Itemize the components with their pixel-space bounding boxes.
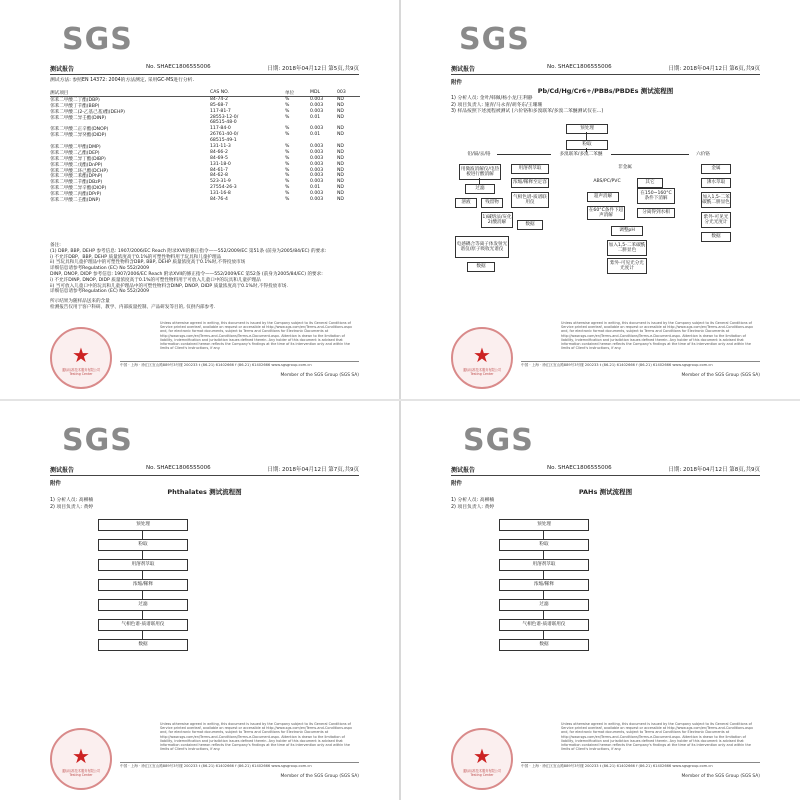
test-method: 测试方法: 参照EN 14372: 2004的方法测定, 采用GC-MS进行分析.	[50, 78, 194, 83]
flow-step: 粉取	[98, 539, 188, 551]
flow-arrow	[543, 571, 544, 579]
table-cell: 邻苯二甲酸二异辛酯(DIOP)	[50, 186, 107, 192]
flow-boil: 沸水萃取	[701, 178, 731, 188]
flow-arrow	[142, 591, 143, 599]
notes-title: 备注:	[50, 243, 61, 248]
table-cell: 84-62-8	[210, 173, 228, 179]
flow-arrow	[142, 571, 143, 579]
table-cell: 523-31-9	[210, 179, 231, 185]
flow-step: 浓缩/稀释	[499, 579, 589, 591]
table-cell: ND	[337, 161, 344, 167]
flow-acid-digest: 用微波消解仪/电热板进行酸消解	[459, 164, 501, 180]
table-cell: 0.003	[310, 96, 324, 102]
table-cell: ND	[337, 185, 344, 191]
flow-data: 数据	[517, 220, 543, 230]
table-cell: ND	[337, 179, 344, 185]
flow-abs: ABS/PC/PVC	[587, 178, 627, 186]
table-cell: 84-76-4	[210, 197, 228, 203]
flow-arrow	[142, 551, 143, 559]
report-page-8	[401, 401, 800, 800]
table-header	[50, 90, 360, 97]
table-cell: 0.003	[310, 191, 324, 197]
report-title: 测试报告	[50, 66, 75, 73]
table-cell: 84-66-2	[210, 149, 228, 155]
flow-arrow	[543, 531, 544, 539]
table-cell: 0.01	[310, 114, 321, 120]
sgs-logo: SGS	[62, 22, 133, 57]
page-header: 测试报告 No. SHAEC1806555006 日期: 2018年04月12日 第7页,共9页	[50, 465, 359, 474]
table-cell: 邻苯二甲酸二丁酯(DBP)	[50, 97, 100, 103]
table-cell: ND	[337, 149, 344, 155]
flow-step: 数据	[499, 639, 589, 651]
member-text: Member of the SGS Group (SGS SA)	[280, 373, 359, 378]
note-line: 详细信息请参考Regulation (EC) No 552/2009	[50, 289, 150, 295]
table-cell: CAS NO.	[210, 90, 230, 95]
table-cell: 0.003	[310, 167, 324, 173]
flow-step: 数据	[98, 639, 188, 651]
flowchart-title: PAHs 测试流程图	[578, 488, 633, 496]
table-cell: 84-69-5	[210, 155, 228, 161]
member-text: Member of the SGS Group (SGS SA)	[681, 373, 760, 378]
table-cell: %	[285, 114, 290, 120]
notes-section	[50, 243, 360, 311]
flow-gcms: 气相色谱-质谱联用仪	[511, 192, 549, 208]
table-cell: 68515-49-1	[210, 138, 237, 144]
table-row	[50, 197, 360, 203]
table-cell: 28553-12-0/	[210, 114, 239, 120]
flowchart-title: Pb/Cd/Hg/Cr6+/PBBs/PBDEs 测试流程图	[537, 87, 674, 95]
table-cell: ND	[337, 197, 344, 203]
table-cell: 131-16-8	[210, 191, 231, 197]
page-header	[451, 64, 760, 74]
table-cell: 邻苯二甲酸二乙酯(DEP)	[50, 150, 100, 156]
branch-pbb: 多溴联苯/多溴二苯醚	[551, 152, 611, 158]
table-cell: 邻苯二甲酸二苯酯(DPhP)	[50, 174, 103, 180]
sgs-logo: SGS	[62, 423, 133, 458]
table-cell: 邻苯二甲酸二丙酯(DPrP)	[50, 192, 102, 198]
table-cell: %	[285, 161, 290, 167]
analyst-info: 1) 分析人员: 金叶/韩佩/杨小龙/王利静 2) 项目负责人: 施青/马永青/胡冬东/王珊珊 3) 样品按照下述流程被测试 (六价铬和多溴联苯/多溴二苯醚测试仅在...)	[451, 96, 604, 114]
table-cell: 0.003	[310, 161, 324, 167]
table-cell: 26761-40-0/	[210, 132, 239, 138]
table-cell: ND	[337, 108, 344, 114]
table-cell: 84-61-7	[210, 167, 228, 173]
report-number: No. SHAEC1806555006	[146, 64, 211, 70]
flow-step: 气相色谱-质谱联用仪	[98, 619, 188, 631]
table-cell: 邻苯二甲酸二异壬酯(DINP)	[50, 115, 107, 121]
footer-address: 中国 · 上海 · 徐汇区宜山路889号3号楼 200233 t (86-21) 61402666 f (86-21) 61402666 www.sgsgroup.com.cn	[120, 363, 312, 367]
table-cell: 68515-48-0	[210, 120, 237, 126]
table-cell: 0.003	[310, 155, 324, 161]
table-cell: %	[285, 179, 290, 185]
table-cell: %	[285, 185, 290, 191]
attachment-label: 附件	[451, 80, 463, 86]
table-cell: 117-81-7	[210, 108, 231, 114]
table-cell: 邻苯二甲酸丁苄酯(BBP)	[50, 103, 100, 109]
flow-step: 预处理	[98, 519, 188, 531]
flow-add-reagent: 加入1,5-二苯碳酰二肼显色	[701, 192, 731, 208]
table-cell: %	[285, 173, 290, 179]
flow-icp: 电感耦合等离子体发射光谱仪/原子吸收光谱仪	[455, 236, 509, 258]
flow-step: 用溶剂萃取	[499, 559, 589, 571]
fine-print: Unless otherwise agreed in writing, this document is issued by the Company subject to its General Conditions of Service printed overleaf, available on request or accessible at http://www.sgs.com/en/Terms-and-Conditions.aspx and, for electronic format documents, subject to Terms and Conditions for Electronic Documents at http://www.sgs.com/en/Terms-and-Conditions/Terms-e-Document.aspx. Attention is drawn to the limitation of liability, indemnification and jurisdiction issues defined therein. Any holder of this document is advised that information contained hereon reflects the Company's findings at the time of its intervention only and within the limits of Client's instructions, if any.	[160, 321, 353, 351]
flow-adjust-ph: 调整pH	[611, 226, 643, 236]
table-cell: 0.003	[310, 173, 324, 179]
table-cell: 邻苯二甲酸二甲酯(DMP)	[50, 145, 101, 151]
note-line: 检测报告仅用于客户科研、教学、内部质量控制、产品研发等目的, 仅供内部参考.	[50, 304, 216, 310]
analyst-info: 1) 分析人员: 高柳楠 2) 项目负责人: 黄婷	[50, 498, 94, 510]
flowchart-title: Phthalates 测试流程图	[167, 488, 242, 496]
flow-uvvis-nonmetal: 紫外-可见光分光光度计	[607, 258, 647, 274]
table-cell: ND	[337, 102, 344, 108]
table-cell: %	[285, 197, 290, 203]
table-cell: 0.003	[310, 197, 324, 203]
flow-metal: 金属	[701, 164, 731, 174]
company-seal-icon: ★ 通标标准技术服务有限公司 Testing Center	[50, 728, 112, 790]
note-line: (1) DBP, BBP, DEHP 参考信息: 1907/2006/EC Reach 附录XVII的修正指令——552/2009/EC 第51条 (前身为2005/84/EC) 的要求:	[50, 248, 327, 254]
table-cell: 邻苯二甲酸二异丁酯(DIBP)	[50, 156, 106, 162]
flow-residue: 残留物	[481, 198, 503, 208]
table-cell: ND	[337, 96, 344, 102]
flow-filter: 过滤	[465, 184, 495, 194]
note-line: ii) 当玩具和儿童护理品中的可塑性物料含DBP, BBP, DEHP 质量浓度高于0.1%时,不得投放市场	[50, 260, 246, 266]
flow-step-cut: 粉取	[566, 140, 608, 150]
table-cell: MDL	[310, 90, 321, 95]
flow-alkali-fusion: 1)碱熔法/灰化2)酸消解	[481, 212, 513, 228]
table-cell: %	[285, 167, 290, 173]
table-cell: %	[285, 108, 290, 114]
report-page-7	[0, 401, 399, 800]
report-number: No. SHAEC1806555006	[547, 64, 612, 70]
flow-solvent-extract: 用溶剂萃取	[511, 164, 549, 174]
sgs-logo: SGS	[463, 423, 534, 458]
note-line: i) 不允许DBP、BBP, DEHP 质量浓度高于0.1%的可塑性物料用于玩具和儿童护理品	[50, 254, 222, 260]
table-cell: 85-68-7	[210, 102, 228, 108]
report-title: 测试报告	[451, 66, 476, 73]
flow-separate: 分离得到水相	[637, 208, 675, 218]
table-cell: ND	[337, 167, 344, 173]
report-date: 日期: 2018年04月12日 第5页,共9页	[267, 66, 359, 72]
table-cell: 邻苯二甲酸二(2-乙基己基)酯(DEHP)	[50, 109, 125, 115]
table-cell: %	[285, 155, 290, 161]
note-line: DINP, DNOP, DIDP 参考信息: 1907/2006/EC Reach 附录XVII的修正指令——552/2009/EC 第52条 (前身为2005/84/EC) 的要求:	[50, 271, 323, 277]
table-cell: 邻苯二甲酸二苄酯(DBzP)	[50, 180, 103, 186]
page-footer: Unless otherwise agreed in writing, this document is issued by the Company subject to its General Conditions of Service printed overleaf, available on request or accessible at http://www.sgs.com/en/Terms-and-Conditions.aspx and, for electronic format documents, subject to Terms and Conditions for Electronic Documents at http://www.sgs.com/en/Terms-and-Conditions/Terms-e-Document.aspx. Attention is drawn to the limitation of liability, indemnification and jurisdiction issues defined therein. Any holder of this document is advised that information contained hereon reflects the Company's findings at the time of its intervention only and within the limits of Client's instructions, if any. ★ 通标标准技术服务有限公司 Testing Center 中国 · 上海 · 徐汇区宜山路889号3号楼 200233 t (86-21) 61402666 f (86-21) 61402666 www.sgsgroup.com.cn Member of the SGS Group (SGS SA)	[441, 321, 760, 399]
branch-metals: 铅/镉/汞/铬	[461, 152, 497, 158]
table-cell: ND	[337, 191, 344, 197]
table-cell: 0.003	[310, 126, 324, 132]
flow-step: 过滤	[98, 599, 188, 611]
table-cell: %	[285, 191, 290, 197]
table-cell: ND	[337, 155, 344, 161]
page-footer	[40, 321, 359, 399]
table-cell: %	[285, 102, 290, 108]
table-cell: %	[285, 96, 290, 102]
company-seal-icon: ★ 通标标准技术服务有限公司 Testing Center	[50, 327, 112, 389]
flow-add-dpc: 加入1,5-二苯碳酰二肼显色	[607, 240, 647, 256]
table-cell: ND	[337, 173, 344, 179]
table-cell: %	[285, 149, 290, 155]
sgs-logo: SGS	[459, 22, 530, 57]
flow-solution: 溶液	[455, 198, 477, 208]
flow-step-pretreat: 预处理	[566, 124, 608, 134]
flow-arrow	[543, 591, 544, 599]
company-seal-icon: ★ 通标标准技术服务有限公司 Testing Center	[451, 728, 513, 790]
flow-step: 用溶剂萃取	[98, 559, 188, 571]
table-cell: ND	[337, 126, 344, 132]
branch-cr6: 六价铬	[689, 152, 717, 158]
table-cell: 131-18-0	[210, 161, 231, 167]
flow-nonmetal: 非金属	[609, 164, 641, 172]
note-line: 详细信息请参考Regulation (EC) No 552/2009	[50, 266, 150, 272]
table-cell: 0.003	[310, 149, 324, 155]
table-cell: 单位	[285, 91, 295, 96]
table-cell: 0.003	[310, 102, 324, 108]
flow-other: 其它	[637, 178, 663, 188]
flow-data-metal: 数据	[701, 232, 731, 242]
table-cell: 27554-26-3	[210, 185, 237, 191]
flow-heat-digest: 在150~160°C条件下消解	[637, 188, 675, 204]
flow-step: 过滤	[499, 599, 589, 611]
attachment-label: 附件	[50, 481, 62, 487]
table-cell: 84-74-2	[210, 96, 228, 102]
flow-data-icp: 数据	[467, 262, 495, 272]
table-cell: 邻苯二甲酸二异癸酯(DIDP)	[50, 133, 107, 139]
note-line: ii) 当可放入儿童口中的玩具和儿童护理品中的可塑性物料含DINP, DNOP, DIDP 质量浓度高于0.1%时,不得投放市场.	[50, 283, 288, 289]
table-cell: 邻苯二甲酸二壬酯(DNP)	[50, 198, 101, 204]
table-cell: ND	[337, 114, 344, 120]
flow-arrow	[543, 631, 544, 639]
flow-arrow	[142, 531, 143, 539]
table-cell: 邻苯二甲酸二正辛酯(DNOP)	[50, 127, 109, 133]
page-header	[50, 64, 359, 74]
flow-arrow	[142, 631, 143, 639]
page-footer: Unless otherwise agreed in writing, this document is issued by the Company subject to its General Conditions of Service printed overleaf, available on request or accessible at http://www.sgs.com/en/Terms-and-Conditions.aspx and, for electronic format documents, subject to Terms and Conditions for Electronic Documents at http://www.sgs.com/en/Terms-and-Conditions/Terms-e-Document.aspx. Attention is drawn to the limitation of liability, indemnification and jurisdiction issues defined therein. Any holder of this document is advised that information contained hereon reflects the Company's findings at the time of its intervention only and within the limits of Client's instructions, if any. ★ 通标标准技术服务有限公司 Testing Center 中国 · 上海 · 徐汇区宜山路889号3号楼 200233 t (86-21) 61402666 f (86-21) 61402666 www.sgsgroup.com.cn Member of the SGS Group (SGS SA)	[441, 722, 760, 800]
note-line: i) 不允许DINP, DNOP, DIDP 质量浓度高于0.1%的可塑性物料用于可放入儿童口中的玩具和儿童护理品	[50, 277, 261, 283]
table-cell: %	[285, 144, 290, 150]
flow-ultrasonic: 超声消解	[587, 192, 619, 202]
header-rule	[451, 74, 760, 75]
flow-arrow	[543, 551, 544, 559]
report-page-6	[401, 0, 800, 399]
table-cell: 0.01	[310, 185, 321, 191]
table-cell: 0.01	[310, 132, 321, 138]
table-cell: %	[285, 126, 290, 132]
flow-arrow	[543, 611, 544, 619]
table-cell: %	[285, 132, 290, 138]
table-cell: 131-11-3	[210, 144, 231, 150]
page-header: 测试报告 No. SHAEC1806555006 日期: 2018年04月12日 第8页,共9页	[451, 465, 760, 474]
flow-step: 浓缩/稀释	[98, 579, 188, 591]
table-cell: 0.003	[310, 108, 324, 114]
flow-step: 气相色谱-质谱联用仪	[499, 619, 589, 631]
note-line: 所示结果为随样品送来的含量	[50, 299, 110, 305]
page-footer: Unless otherwise agreed in writing, this document is issued by the Company subject to its General Conditions of Service printed overleaf, available on request or accessible at http://www.sgs.com/en/Terms-and-Conditions.aspx and, for electronic format documents, subject to Terms and Conditions for Electronic Documents at http://www.sgs.com/en/Terms-and-Conditions/Terms-e-Document.aspx. Attention is drawn to the limitation of liability, indemnification and jurisdiction issues defined therein. Any holder of this document is advised that information contained hereon reflects the Company's findings at the time of its intervention only and within the limits of Client's instructions, if any. ★ 通标标准技术服务有限公司 Testing Center 中国 · 上海 · 徐汇区宜山路889号3号楼 200233 t (86-21) 61402666 f (86-21) 61402666 www.sgsgroup.com.cn Member of the SGS Group (SGS SA)	[40, 722, 359, 800]
attachment-label: 附件	[451, 481, 463, 487]
table-cell: 0.003	[310, 144, 324, 150]
table-cell: 003	[337, 90, 346, 95]
table-cell: ND	[337, 144, 344, 150]
report-date: 日期: 2018年04月12日 第6页,共9页	[668, 66, 760, 72]
report-page-5	[0, 0, 399, 399]
table-cell: 邻苯二甲酸二环己酯(DCHP)	[50, 168, 108, 174]
results-table	[50, 90, 360, 203]
header-rule	[50, 74, 359, 75]
flow-uvvis: 紫外-可见光分光光度计	[701, 212, 731, 228]
flow-step: 预处理	[499, 519, 589, 531]
analyst-info: 1) 分析人员: 高柳楠 2) 项目负责人: 黄婷	[451, 498, 495, 510]
table-cell: 0.003	[310, 179, 324, 185]
company-seal-icon: ★ 通标标准技术服务有限公司 Testing Center	[451, 327, 513, 389]
table-cell: 邻苯二甲酸二戊酯(DnPP)	[50, 162, 103, 168]
flow-step: 粉取	[499, 539, 589, 551]
flow-concentrate: 浓缩/稀释至定容	[511, 178, 549, 188]
table-cell: 测试项目	[50, 91, 69, 96]
flow-arrow	[142, 611, 143, 619]
flow-hot-ultrasonic: 在60°C条件下超声消解	[588, 207, 624, 218]
table-cell: ND	[337, 132, 344, 138]
table-cell: 117-84-0	[210, 126, 231, 132]
